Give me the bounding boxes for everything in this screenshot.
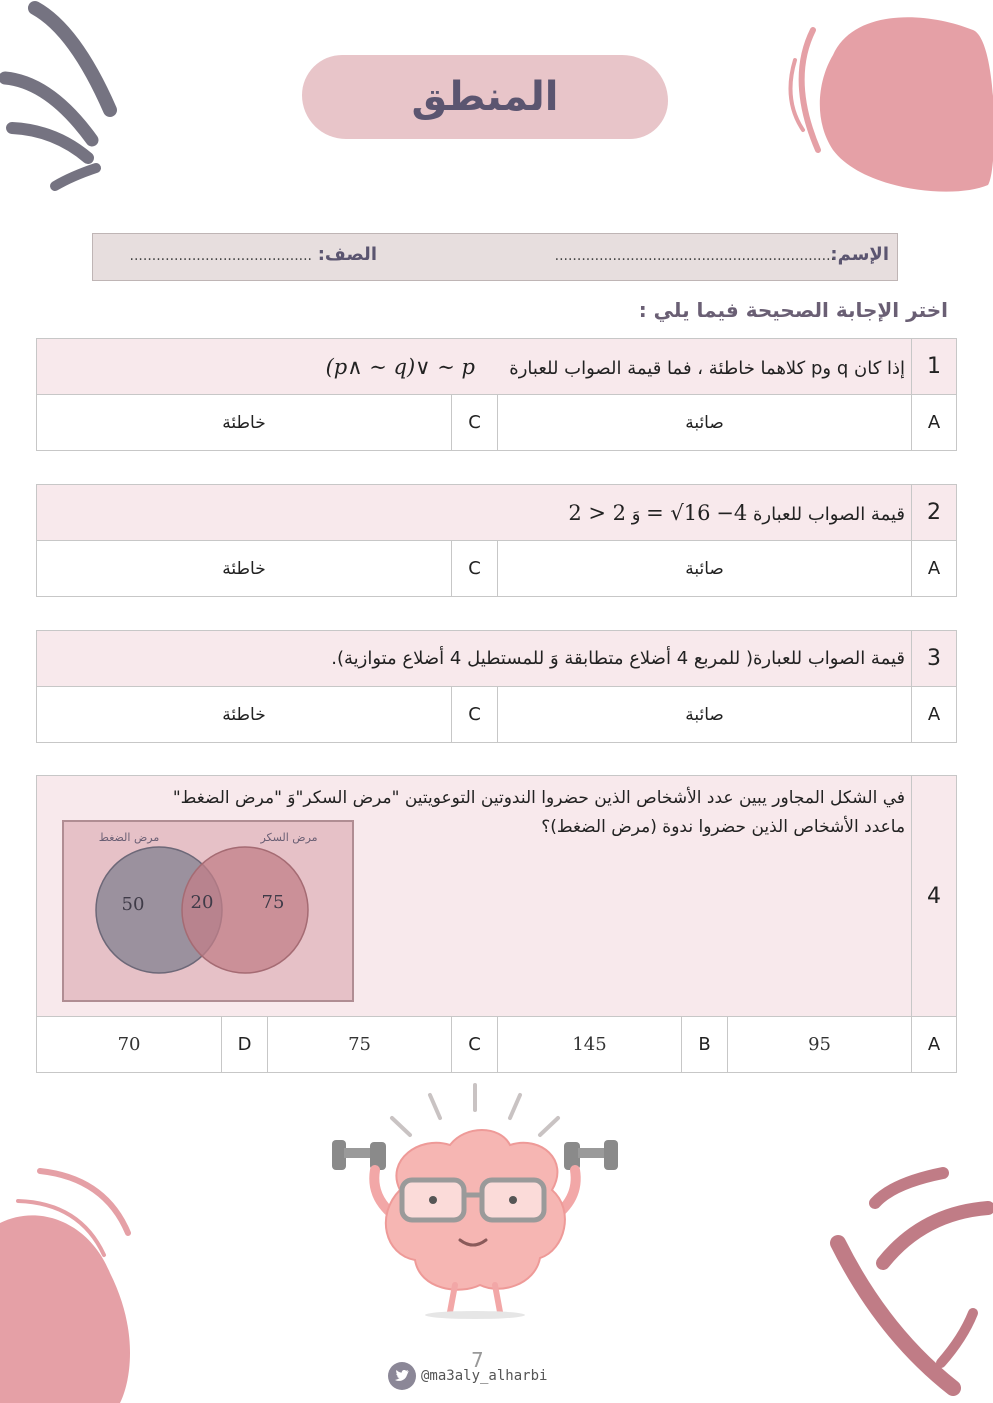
option-a[interactable]: صائبة [498,395,912,451]
question-1-text: إذا كان q وp كلاهما خاطئة ، فما قيمة الصواب للعبارة [509,357,905,379]
question-2-conjunction: وَ [631,503,641,525]
instruction-text: اختر الإجابة الصحيحة فيما يلي : [638,298,948,322]
question-2-math-sqrt: = √16 [646,500,711,525]
question-2-table [36,484,957,597]
question-2-math-right: 2 > 2 [568,500,626,525]
option-d[interactable]: 70 [37,1017,222,1073]
option-letter-b: B [682,1017,728,1073]
question-3-text: قيمة الصواب للعبارة( للمربع 4 أضلاع متطابقة وَ للمستطيل 4 أضلاع متوازية). [37,631,912,687]
option-a[interactable]: 95 [728,1017,912,1073]
venn-right-only-value: 75 [261,892,285,913]
question-4-text-line2: ماعدد الأشخاص الذين حضروا ندوة (مرض الضغط)؟ [541,817,906,837]
venn-both-value: 20 [190,892,214,913]
question-number: 2 [912,485,957,541]
name-field[interactable]: ............................................................... [554,248,835,264]
venn-left-only-value: 50 [121,894,145,915]
question-3-table [36,630,957,743]
option-c[interactable]: 75 [268,1017,452,1073]
option-letter-c: C [452,395,498,451]
bottom-right-strokes-decoration [823,1163,993,1403]
question-text [37,485,912,541]
option-letter-a: A [912,541,957,597]
venn-left-label: مرض الضغط [98,831,160,844]
option-letter-a: A [912,687,957,743]
option-letter-c: C [452,687,498,743]
question-2-math-left: −4 [716,500,748,525]
question-number: 3 [912,631,957,687]
question-number: 1 [912,339,957,395]
question-4-text-line1: في الشكل المجاور يبين عدد الأشخاص الذين حضروا الندوتين التوعويتين "مرض السكر"وَ "مرض الضغط" [172,788,906,808]
page-number: 7 [471,1348,484,1372]
class-field[interactable]: ......................................... [129,248,312,264]
option-letter-c: C [452,1017,498,1073]
option-b[interactable]: 145 [498,1017,682,1073]
top-right-blob-decoration [773,0,993,200]
option-letter-a: A [912,395,957,451]
page-title: المنطق [411,74,559,120]
page-title-banner [302,55,668,139]
top-left-strokes-decoration [0,0,140,200]
twitter-handle[interactable]: @ma3aly_alharbi [421,1368,548,1384]
option-a[interactable]: صائبة [498,687,912,743]
option-c[interactable]: خاطئة [37,395,452,451]
option-a[interactable]: صائبة [498,541,912,597]
twitter-icon [387,1361,417,1391]
option-letter-c: C [452,541,498,597]
option-letter-a: A [912,1017,957,1073]
option-c[interactable]: خاطئة [37,687,452,743]
option-letter-d: D [222,1017,268,1073]
class-label: الصف: [317,244,377,265]
brain-dumbbell-illustration [330,1080,620,1320]
footer-social [387,1360,563,1392]
question-number: 4 [912,776,957,1017]
question-1-table [36,338,957,451]
name-label: الإسم: [830,244,889,265]
venn-diagram [62,820,354,1002]
student-info-bar [92,233,898,281]
venn-right-label: مرض السكر [260,831,318,844]
bottom-left-blob-decoration [0,1163,200,1403]
question-2-text: قيمة الصواب للعبارة [752,503,906,525]
question-1-math: (p∧ ∼ q)∨ ∼ p [325,354,475,379]
option-c[interactable]: خاطئة [37,541,452,597]
question-text [37,339,912,395]
